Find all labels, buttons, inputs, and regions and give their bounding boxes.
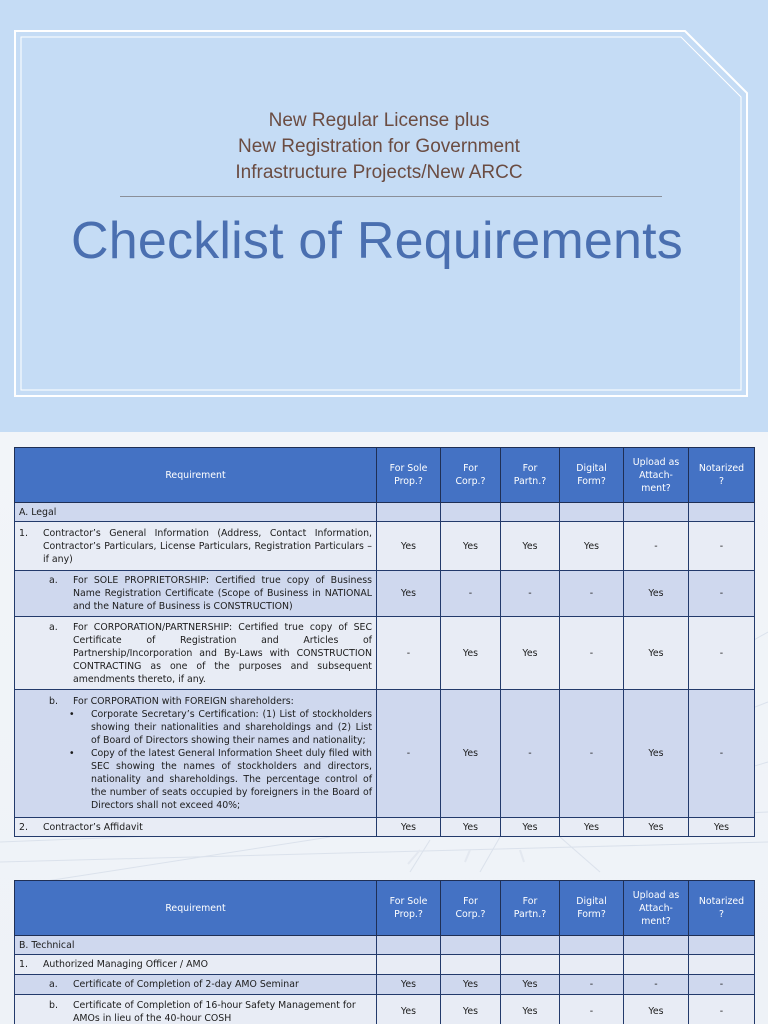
title-divider — [120, 196, 662, 197]
cell-upload: Yes — [624, 818, 689, 837]
cell-sole: - — [377, 690, 441, 818]
section-row — [15, 936, 755, 955]
cell-digital — [560, 955, 624, 975]
cover-panel — [0, 0, 768, 432]
table-row — [15, 818, 755, 837]
cell-partn: Yes — [501, 975, 560, 995]
cell-notarized: - — [689, 571, 755, 617]
table-row — [15, 690, 755, 818]
legal-requirements-table — [14, 447, 755, 837]
cover-subtitle — [0, 108, 758, 186]
table-row — [15, 522, 755, 571]
requirement-text: a. For CORPORATION/PARTNERSHIP: Certified true copy of SEC Certificate of Registration and Articles of Partnership/Incorporation and By-Laws with CONSTRUCTION CONTRACTING as one of the purposes and subsequent amendments thereto, if any. — [15, 617, 377, 690]
header-sole-prop: For Sole Prop.? — [377, 448, 441, 503]
requirement-text: a. Certificate of Completion of 2-day AMO Seminar — [15, 975, 377, 995]
cell-digital: - — [560, 995, 624, 1024]
cell-sole: - — [377, 617, 441, 690]
page-title: Checklist of Requirements — [71, 212, 683, 270]
cell-notarized: - — [689, 617, 755, 690]
bullet-item: • Corporate Secretary’s Certification: (1) List of stockholders showing their nationalities and shareholdings and (2) List of Board of Directors showing their names and nationality; — [91, 708, 372, 747]
cell-corp: Yes — [441, 522, 501, 571]
header-sole-prop: For Sole Prop.? — [377, 881, 441, 936]
requirement-text: a. For SOLE PROPRIETORSHIP: Certified true copy of Business Name Registration Certificate (Scope of Business in NATIONAL and the Nature of Business is CONSTRUCTION) — [15, 571, 377, 617]
header-upload-attachment: Upload as Attach- ment? — [624, 448, 689, 503]
cell-notarized: - — [689, 522, 755, 571]
cell-digital: Yes — [560, 818, 624, 837]
section-row — [15, 503, 755, 522]
header-digital-form: Digital Form? — [560, 881, 624, 936]
cell-corp: Yes — [441, 617, 501, 690]
cell-upload: Yes — [624, 995, 689, 1024]
cell-partn: Yes — [501, 617, 560, 690]
header-partn: For Partn.? — [501, 448, 560, 503]
header-notarized: Notarized ? — [689, 881, 755, 936]
cell-corp: - — [441, 571, 501, 617]
cell-partn: - — [501, 690, 560, 818]
cell-notarized: Yes — [689, 818, 755, 837]
cell-corp: Yes — [441, 818, 501, 837]
cell-partn: Yes — [501, 522, 560, 571]
subtitle-line: New Registration for Government — [238, 136, 520, 157]
table-row — [15, 571, 755, 617]
subtitle-line: Infrastructure Projects/New ARCC — [235, 162, 523, 183]
section-label: B. Technical — [15, 936, 377, 955]
section-label: A. Legal — [15, 503, 377, 522]
header-notarized: Notarized ? — [689, 448, 755, 503]
header-upload-attachment: Upload as Attach- ment? — [624, 881, 689, 936]
technical-requirements-table — [14, 880, 755, 1024]
table-header-row — [15, 448, 755, 503]
requirement-text: 2. Contractor’s Affidavit — [15, 818, 377, 837]
cell-corp: Yes — [441, 975, 501, 995]
cell-corp — [441, 955, 501, 975]
cell-partn: Yes — [501, 818, 560, 837]
cell-notarized: - — [689, 995, 755, 1024]
cell-partn: - — [501, 571, 560, 617]
cell-sole: Yes — [377, 818, 441, 837]
requirement-text: b. For CORPORATION with FOREIGN shareholders: • Corporate Secretary’s Certification: (1) List of stockholders showing their nationalities and shareholdings and (2) List of Board of Directors showing their names and nationality; • Copy of the latest General Information Sheet duly filed with SEC showing the names of stockholders and directors, nationality and shareholdings. The percentage control of the number of seats occupied by foreigners in the Board of Directors shall not exceed 40%; — [15, 690, 377, 818]
cell-digital: Yes — [560, 522, 624, 571]
cell-notarized: - — [689, 690, 755, 818]
header-corp: For Corp.? — [441, 448, 501, 503]
header-requirement: Requirement — [15, 881, 377, 936]
cell-digital: - — [560, 617, 624, 690]
header-corp: For Corp.? — [441, 881, 501, 936]
cell-partn — [501, 955, 560, 975]
cell-corp: Yes — [441, 690, 501, 818]
table-row — [15, 975, 755, 995]
cell-upload: Yes — [624, 571, 689, 617]
requirement-text: b. Certificate of Completion of 16-hour Safety Management for AMOs in lieu of the 40-hour COSH — [15, 995, 377, 1024]
cell-digital: - — [560, 975, 624, 995]
cell-upload: - — [624, 975, 689, 995]
table-row — [15, 995, 755, 1024]
cell-notarized: - — [689, 975, 755, 995]
subtitle-line: New Regular License plus — [268, 110, 490, 131]
cell-upload: Yes — [624, 690, 689, 818]
cell-upload: - — [624, 522, 689, 571]
cell-notarized — [689, 955, 755, 975]
bullet-list — [63, 708, 372, 812]
checklist-area — [0, 432, 768, 1024]
cell-sole: Yes — [377, 571, 441, 617]
requirement-text: 1. Contractor’s General Information (Address, Contact Information, Contractor’s Particulars, License Particulars, Registration Particulars – if any) — [15, 522, 377, 571]
cell-upload — [624, 955, 689, 975]
header-requirement: Requirement — [15, 448, 377, 503]
cell-upload: Yes — [624, 617, 689, 690]
table-header-row — [15, 881, 755, 936]
cell-corp: Yes — [441, 995, 501, 1024]
bullet-item: • Copy of the latest General Information Sheet duly filed with SEC showing the names of stockholders and directors, nationality and shareholdings. The percentage control of the number of seats occupied by foreigners in the Board of Directors shall not exceed 40%; — [91, 747, 372, 812]
table-row — [15, 617, 755, 690]
cell-digital: - — [560, 690, 624, 818]
header-digital-form: Digital Form? — [560, 448, 624, 503]
cell-sole — [377, 955, 441, 975]
cell-sole: Yes — [377, 522, 441, 571]
cell-digital: - — [560, 571, 624, 617]
cell-sole: Yes — [377, 975, 441, 995]
header-partn: For Partn.? — [501, 881, 560, 936]
requirement-text: 1. Authorized Managing Officer / AMO — [15, 955, 377, 975]
table-row — [15, 955, 755, 975]
cell-partn: Yes — [501, 995, 560, 1024]
cell-sole: Yes — [377, 995, 441, 1024]
